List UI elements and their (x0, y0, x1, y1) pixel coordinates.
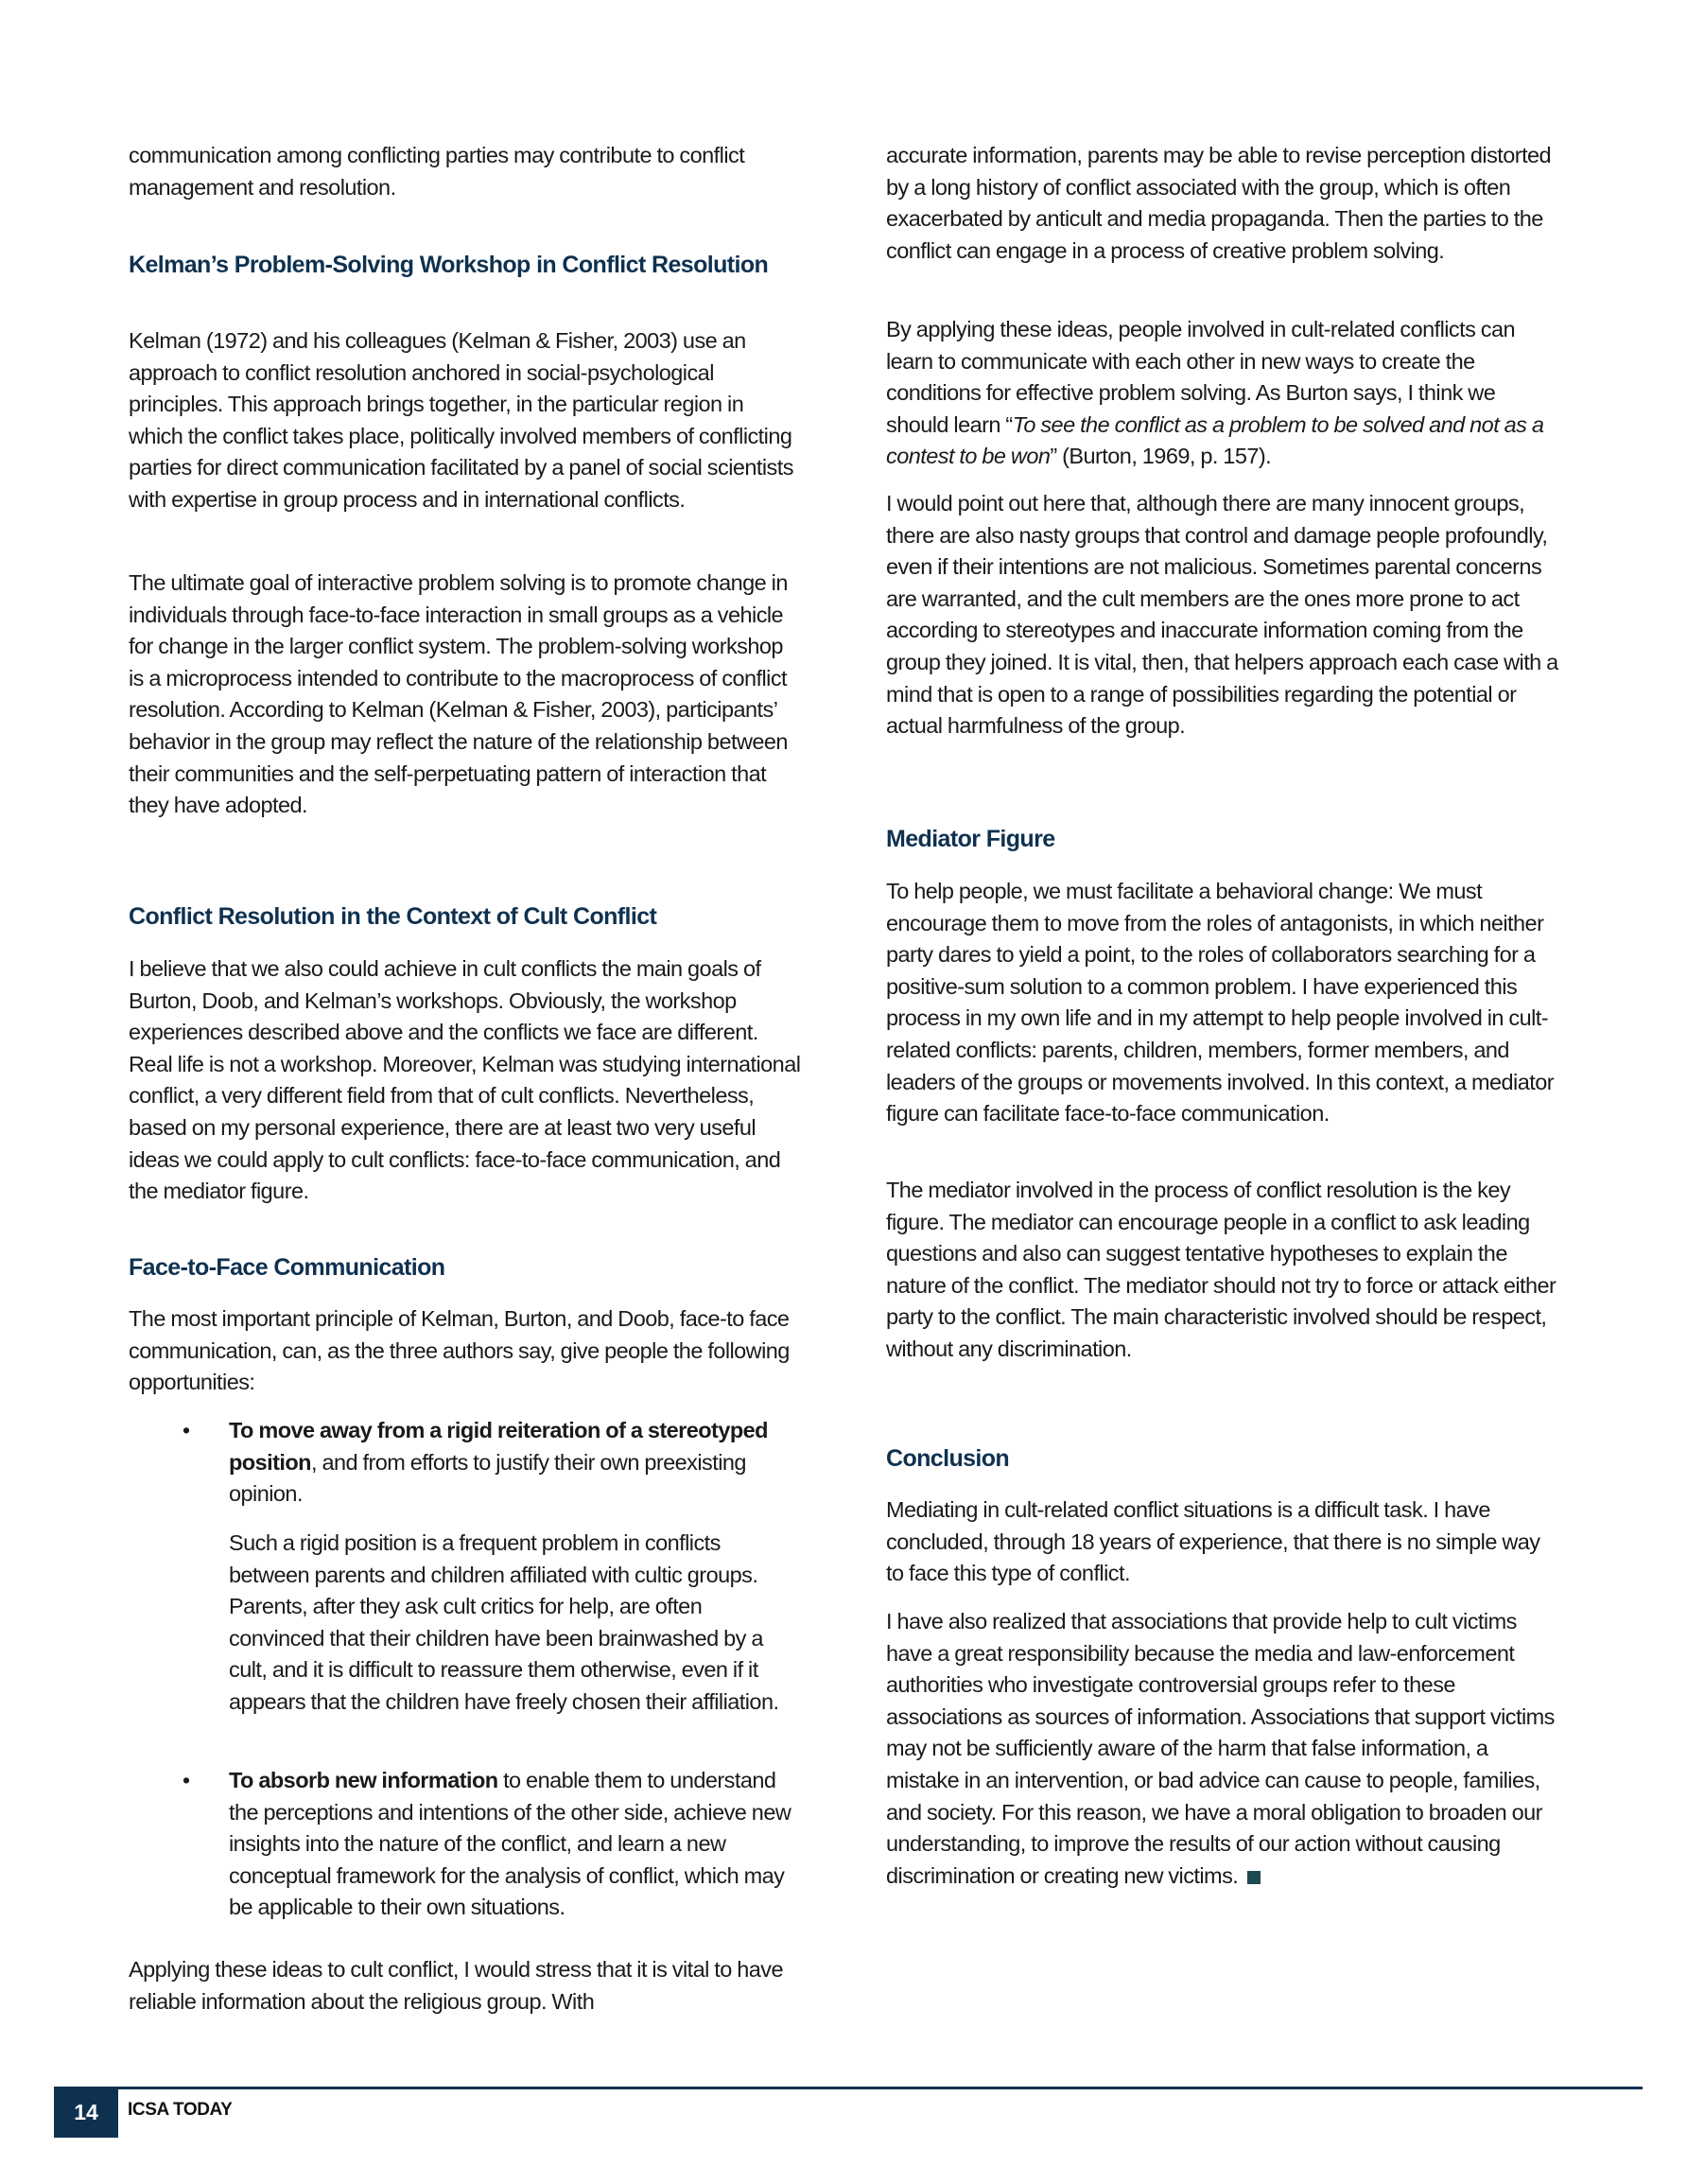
footer-rule (54, 2087, 1643, 2089)
paragraph-conclusion-1: Mediating in cult-related conflict situations is a difficult task. I have concluded, through 18 years of experience, that there is no simple way to face this type of conflict. (886, 1497, 1540, 1586)
paragraph-mediator-role: The mediator involved in the process of conflict resolution is the key figure. The mediator can encourage people in a conflict to ask leading questions and also can suggest tentative hypotheses to explain the nature of the conflict. The mediator should not try to force or attack either party to the conflict. The main characteristic involved should be respect, without any discrimination. (886, 1178, 1557, 1361)
heading-cult-context: Conflict Resolution in the Context of Cult Conflict (129, 903, 657, 930)
page-number: 14 (74, 2100, 98, 2124)
bullet-sub-paragraph: Such a rigid position is a frequent problem in conflicts between parents and children affiliated with cultic groups. Parents, after they ask cult critics for help, are often convinced that their children have been brainwashed by a cult, and it is difficult to reassure them otherwise, even if it appears that the children have freely chosen their affiliation. (229, 1530, 779, 1714)
paragraph-applying-ideas: Applying these ideas to cult conflict, I would stress that it is vital to have reliable information about the religious group. With (129, 1957, 784, 2014)
burton-text-before: By applying these ideas, people involved in cult-related conflicts can learn to communicate with each other in new ways to create the conditions for effective problem solving. As Burton says, I think we should learn “ (886, 317, 1516, 437)
burton-quote: To see the conflict as a problem to be solved and not as a contest to be won (886, 411, 1544, 469)
paragraph-conclusion-2 (886, 1606, 1559, 1892)
paragraph-behavioral-change: To help people, we must facilitate a behavioral change: We must encourage them to move from the roles of antagonists, in which neither party dares to yield a point, to the roles of collaborators searching for a positive-sum solution to a common problem. I have experienced this process in my own life and in my attempt to help people involved in cult-related conflicts: parents, children, members, former members, and leaders of the groups or movements involved. In this context, a mediator figure can facilitate face-to-face communication. (886, 879, 1554, 1127)
burton-text-after: ” (Burton, 1969, p. 157). (1050, 444, 1272, 469)
intro-paragraph: communication among conflicting parties may contribute to conflict management and resolution. (129, 143, 745, 200)
heading-kelman-workshop: Kelman’s Problem-Solving Workshop in Conflict Resolution (129, 252, 769, 278)
paragraph-burton-quote (886, 314, 1559, 473)
heading-conclusion: Conclusion (886, 1445, 1010, 1472)
bullet-bold-lead: To move away from a rigid reiteration of a stereotyped position (229, 1418, 768, 1475)
heading-mediator-figure: Mediator Figure (886, 826, 1055, 852)
paragraph-cult-context: I believe that we also could achieve in cult conflicts the main goals of Burton, Doob, and Kelman’s workshops. Obviously, the workshop experiences described above and the conflicts we face are different. Real life is not a workshop. Moreover, Kelman was studying international conflict, a very different field from that of cult conflicts. Nevertheless, based on my personal experience, there are at least two very useful ideas we could apply to cult conflicts: face-to-face communication, and the mediator figure. (129, 956, 801, 1204)
conclusion-text: I have also realized that associations that provide help to cult victims have a great responsibility because the media and law-enforcement authorities who investigate controversial groups refer to these associations as sources of information. Associations that support victims may not be sufficiently aware of the harm that false information, a mistake in an intervention, or bad advice can cause to people, families, and society. For this reason, we have a moral obligation to broaden our understanding, to improve the results of our action without causing discrimination or creating new victims. (886, 1609, 1555, 1888)
paragraph-accurate-information: accurate information, parents may be able to revise perception distorted by a long history of conflict associated with the group, which is often exacerbated by anticult and media propaganda. Then the parties to the conflict can engage in a process of creative problem solving. (886, 143, 1552, 263)
bullet-text: to enable them to understand the perceptions and intentions of the other side, achieve new insights into the nature of the conflict, and learn a new conceptual framework for the analysis of conflict, which may be applicable to their own situations. (229, 1768, 791, 1920)
bullet-item-new-information (229, 1765, 796, 1924)
bullet-item-rigid-position (229, 1415, 796, 1511)
paragraph-ultimate-goal: The ultimate goal of interactive problem solving is to promote change in individuals through face-to-face interaction in small groups as a vehicle for change in the larger conflict system. The problem-solving workshop is a microprocess intended to contribute to the macroprocess of conflict resolution. According to Kelman (Kelman & Fisher, 2003), participants’ behavior in the group may reflect the nature of the relationship between their communities and the self-perpetuating pattern of interaction that they have adopted. (129, 570, 788, 818)
bullet-icon: • (183, 1418, 191, 1442)
bullet-text: , and from efforts to justify their own preexisting opinion. (229, 1449, 746, 1507)
heading-face-to-face: Face-to-Face Communication (129, 1254, 445, 1281)
end-mark-icon (1247, 1871, 1261, 1884)
paragraph-kelman-approach: Kelman (1972) and his colleagues (Kelman & Fisher, 2003) use an approach to conflict resolution anchored in social-psychological principles. This approach brings together, in the particular region in which the conflict takes place, politically involved members of conflicting parties for direct communication facilitated by a panel of social scientists with expertise in group process and in international conflicts. (129, 328, 793, 512)
bullet-bold-lead: To absorb new information (229, 1768, 498, 1792)
bullet-icon: • (183, 1768, 191, 1792)
publication-name: ICSA TODAY (128, 2100, 233, 2120)
paragraph-innocent-groups: I would point out here that, although there are many innocent groups, there are also nasty groups that control and damage people profoundly, even if their intentions are not malicious. Sometimes parental concerns are warranted, and the cult members are the ones more prone to act according to stereotypes and inaccurate information coming from the group they joined. It is vital, then, that helpers approach each case with a mind that is open to a range of possibilities regarding the potential or actual harmfulness of the group. (886, 491, 1558, 739)
paragraph-face-intro: The most important principle of Kelman, Burton, and Doob, face-to face communication, can, as the three authors say, give people the following opportunities: (129, 1306, 790, 1395)
page-number-box (54, 2088, 118, 2138)
